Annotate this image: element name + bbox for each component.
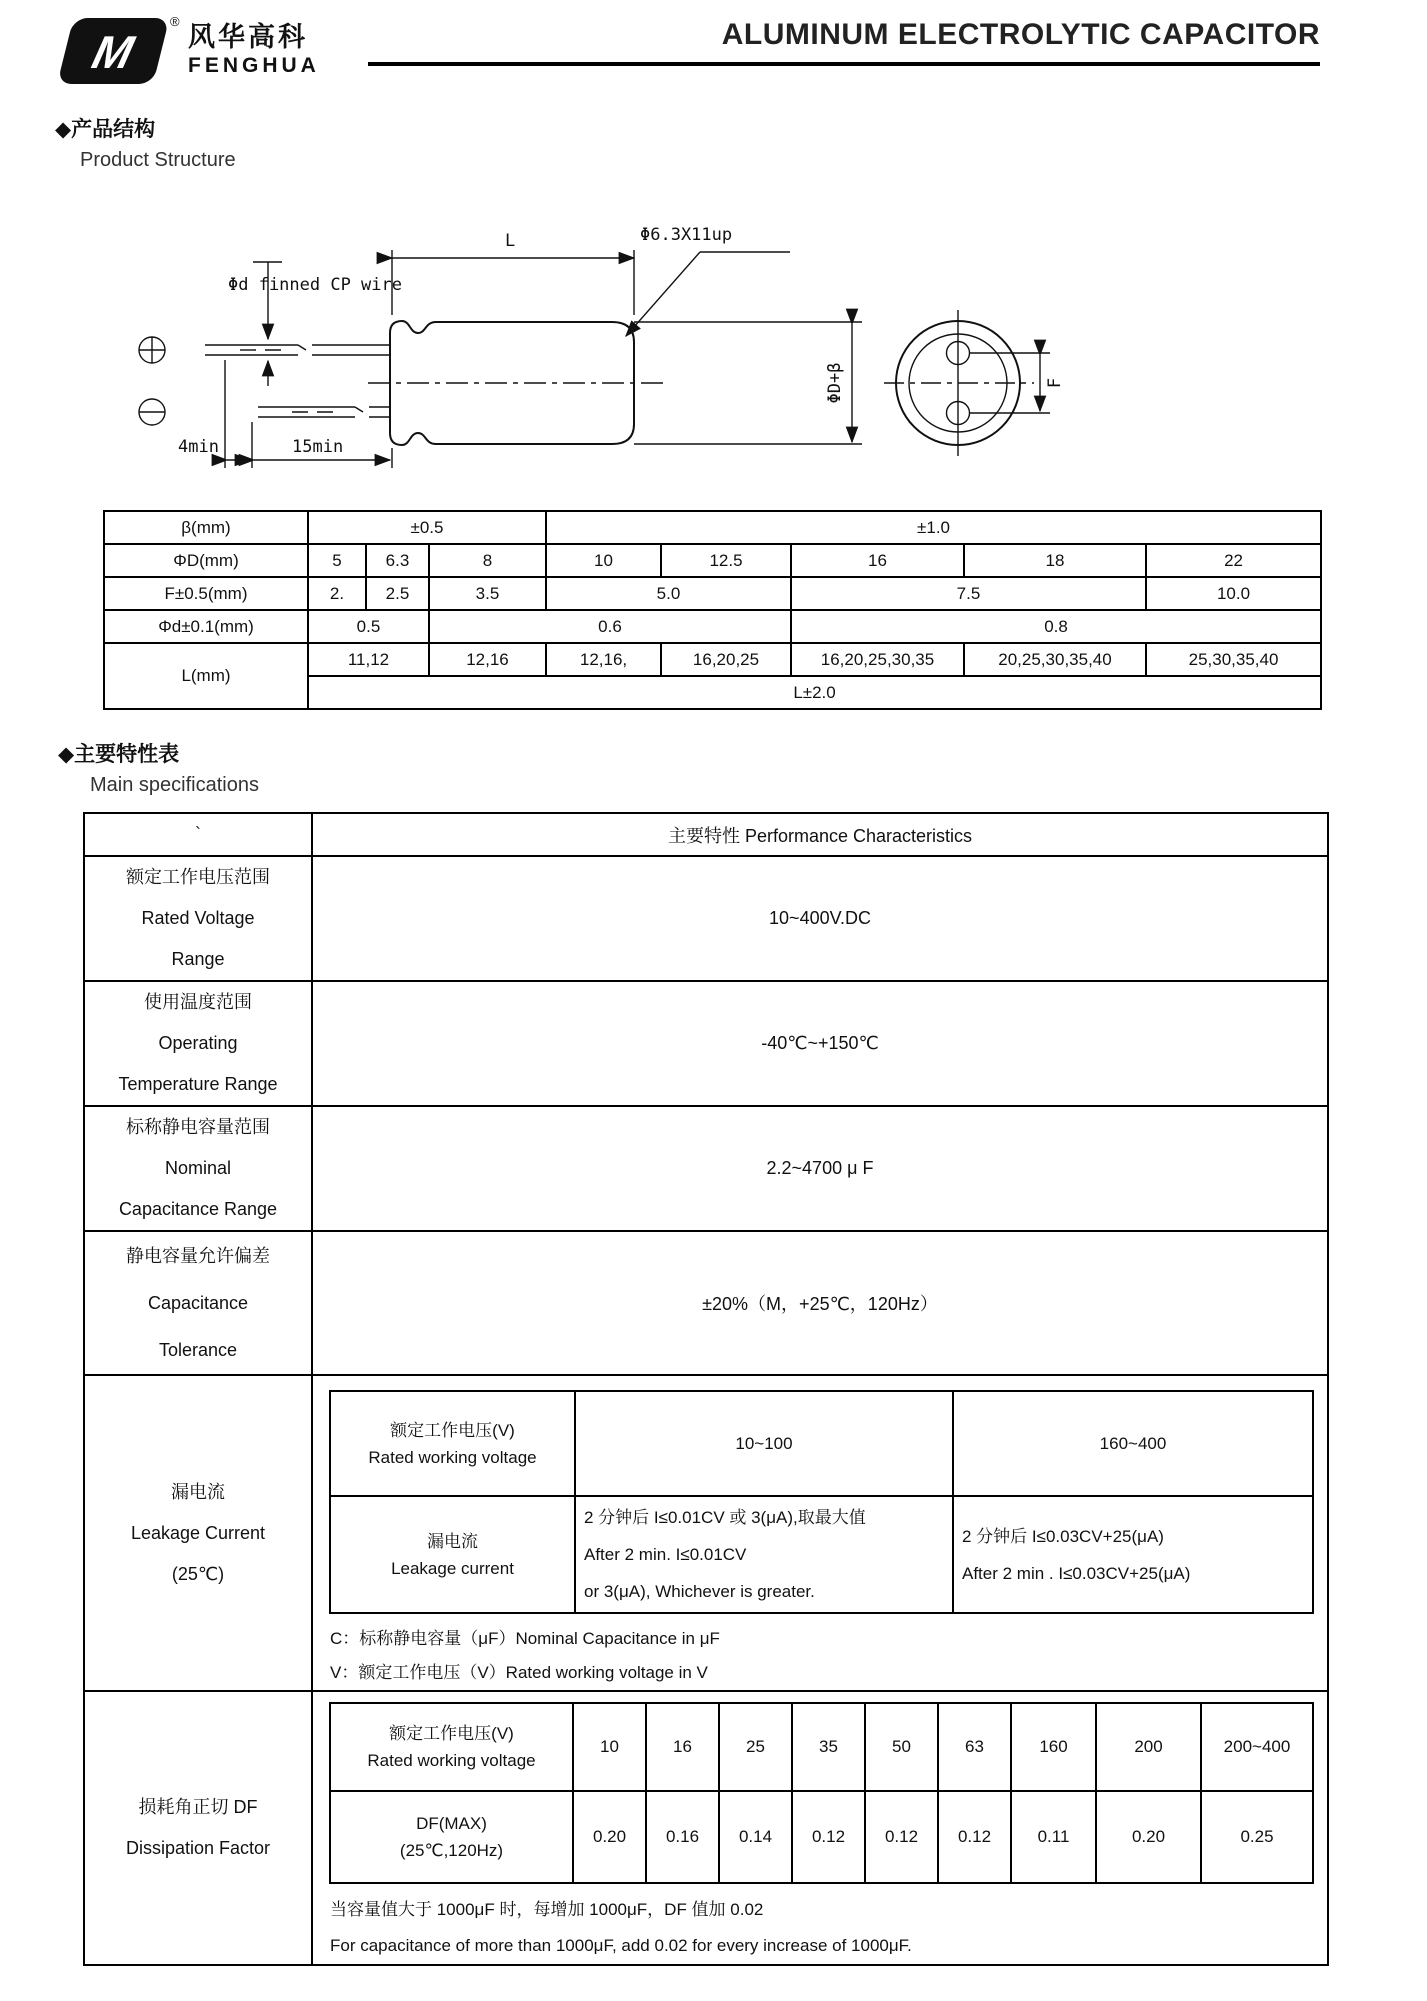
page-title: ALUMINUM ELECTROLYTIC CAPACITOR (721, 18, 1320, 51)
dim-cell: 20,25,30,35,40 (964, 643, 1146, 676)
dim-cell: 6.3 (366, 544, 429, 577)
df-value: 0.20 (1096, 1791, 1201, 1883)
section-product-structure-en: Product Structure (80, 149, 236, 171)
spec-label-rated-voltage: 额定工作电压范围 Rated Voltage Range (84, 856, 312, 981)
dim-row-label-lead-diameter: Φd±0.1(mm) (104, 610, 308, 643)
df-value: 0.12 (938, 1791, 1011, 1883)
dim-cell: 22 (1146, 544, 1321, 577)
min4-label: 4min (178, 437, 219, 457)
df-voltage: 63 (938, 1703, 1011, 1791)
polarity-plus-icon (139, 337, 165, 363)
df-row-label: DF(MAX) (25℃,120Hz) (330, 1791, 573, 1883)
dim-cell: 12,16 (429, 643, 546, 676)
leakage-condition-high: 2 分钟后 I≤0.03CV+25(μA) After 2 min . I≤0.03CV+25(μA) (953, 1496, 1313, 1613)
spec-value-temperature: -40℃~+150℃ (312, 981, 1328, 1106)
spec-df-content (312, 1691, 1328, 1965)
lower-lead-wire (258, 407, 390, 417)
dim-cell-length-tolerance: L±2.0 (308, 676, 1321, 709)
diameter-label: ΦD+β (825, 362, 845, 404)
capacitor-structure-diagram (0, 190, 1200, 500)
leakage-row-label: 漏电流 Leakage current (330, 1496, 575, 1613)
dim-cell: ±0.5 (308, 511, 546, 544)
dim-cell: 2. (308, 577, 366, 610)
capacitor-end-view (884, 310, 1034, 456)
dim-cell: 18 (964, 544, 1146, 577)
spec-label-tolerance: 静电容量允许偏差 Capacitance Tolerance (84, 1231, 312, 1375)
brand-name-cn: 风华高科 (188, 22, 308, 52)
dim-row-label-diameter: ΦD(mm) (104, 544, 308, 577)
dim-cell: 11,12 (308, 643, 429, 676)
spec-label-temperature: 使用温度范围 Operating Temperature Range (84, 981, 312, 1106)
spec-value-capacitance-range: 2.2~4700 μ F (312, 1106, 1328, 1231)
df-voltage: 50 (865, 1703, 938, 1791)
df-voltage: 25 (719, 1703, 792, 1791)
dim-cell: 25,30,35,40 (1146, 643, 1321, 676)
dim-cell: 7.5 (791, 577, 1146, 610)
dim-row-label-length: L(mm) (104, 643, 308, 709)
dim-cell: 16,20,25,30,35 (791, 643, 964, 676)
spec-label-df: 损耗角正切 DF Dissipation Factor (84, 1691, 312, 1965)
min15-label: 15min (292, 437, 344, 457)
section-main-specs-cn: ◆主要特性表 (58, 743, 180, 766)
dissipation-factor-table (329, 1702, 1314, 1884)
spec-corner-cell: ` (84, 813, 312, 856)
df-value: 0.12 (865, 1791, 938, 1883)
spec-value-tolerance: ±20%（M，+25℃，120Hz） (312, 1231, 1328, 1375)
df-voltage: 160 (1011, 1703, 1096, 1791)
section-main-specs-en: Main specifications (90, 774, 259, 796)
leakage-note-v: V：额定工作电压（V）Rated working voltage in V (330, 1663, 708, 1682)
dim-cell: 2.5 (366, 577, 429, 610)
dim-cell: 0.6 (429, 610, 791, 643)
df-value: 0.25 (1201, 1791, 1313, 1883)
dimension-table (103, 510, 1322, 710)
upper-lead-wire (205, 345, 390, 355)
leakage-current-table (329, 1390, 1314, 1614)
dim-cell: 0.8 (791, 610, 1321, 643)
df-value: 0.11 (1011, 1791, 1096, 1883)
df-value: 0.14 (719, 1791, 792, 1883)
dim-cell: 5.0 (546, 577, 791, 610)
spec-leakage-content (312, 1375, 1328, 1691)
header-rule (368, 62, 1320, 66)
df-note-en: For capacitance of more than 1000μF, add 0.02 for every increase of 1000μF. (330, 1936, 912, 1955)
df-voltage: 10 (573, 1703, 646, 1791)
dim-cell: 0.5 (308, 610, 429, 643)
dim-cell: 12.5 (661, 544, 791, 577)
dim-row-label-f: F±0.5(mm) (104, 577, 308, 610)
sleeve-size-label: Φ6.3X11up (640, 225, 733, 245)
dim-cell: 3.5 (429, 577, 546, 610)
dim-cell: ±1.0 (546, 511, 1321, 544)
spec-table-header: 主要特性 Performance Characteristics (312, 813, 1328, 856)
spec-value-rated-voltage: 10~400V.DC (312, 856, 1328, 981)
dim-cell: 8 (429, 544, 546, 577)
leakage-range-high: 160~400 (953, 1391, 1313, 1496)
dim-cell: 16,20,25 (661, 643, 791, 676)
df-value: 0.16 (646, 1791, 719, 1883)
fenghua-logo-icon (58, 16, 170, 86)
registered-trademark-icon: ® (170, 14, 180, 29)
df-voltage: 200 (1096, 1703, 1201, 1791)
spec-label-leakage: 漏电流 Leakage Current (25℃) (84, 1375, 312, 1691)
dim-cell: 5 (308, 544, 366, 577)
svg-text:M: M (87, 26, 139, 78)
length-label: L (505, 231, 516, 251)
df-voltage-header: 额定工作电压(V) Rated working voltage (330, 1703, 573, 1791)
df-voltage: 35 (792, 1703, 865, 1791)
df-note-cn: 当容量值大于 1000μF 时，每增加 1000μF，DF 值加 0.02 (330, 1900, 764, 1919)
df-value: 0.20 (573, 1791, 646, 1883)
leakage-range-low: 10~100 (575, 1391, 953, 1496)
spec-label-capacitance-range: 标称静电容量范围 Nominal Capacitance Range (84, 1106, 312, 1231)
dim-row-label-beta: β(mm) (104, 511, 308, 544)
dim-cell: 16 (791, 544, 964, 577)
dim-cell: 10 (546, 544, 661, 577)
lead-spacing-label: F (1045, 377, 1065, 389)
lead-wire-label: Φd finned CP wire (228, 275, 402, 295)
main-specifications-table (83, 812, 1329, 1966)
leakage-note-c: C：标称静电容量（μF）Nominal Capacitance in μF (330, 1629, 720, 1648)
df-value: 0.12 (792, 1791, 865, 1883)
df-voltage: 200~400 (1201, 1703, 1313, 1791)
polarity-minus-icon (139, 399, 165, 425)
df-voltage: 16 (646, 1703, 719, 1791)
brand-name-en: FENGHUA (188, 54, 320, 77)
dim-cell: 10.0 (1146, 577, 1321, 610)
leakage-voltage-header: 额定工作电压(V) Rated working voltage (330, 1391, 575, 1496)
section-product-structure-cn: ◆产品结构 (55, 118, 156, 141)
dim-cell: 12,16, (546, 643, 661, 676)
leakage-condition-low: 2 分钟后 I≤0.01CV 或 3(μA),取最大值 After 2 min. I≤0.01CV or 3(μA), Whichever is greater. (575, 1496, 953, 1613)
